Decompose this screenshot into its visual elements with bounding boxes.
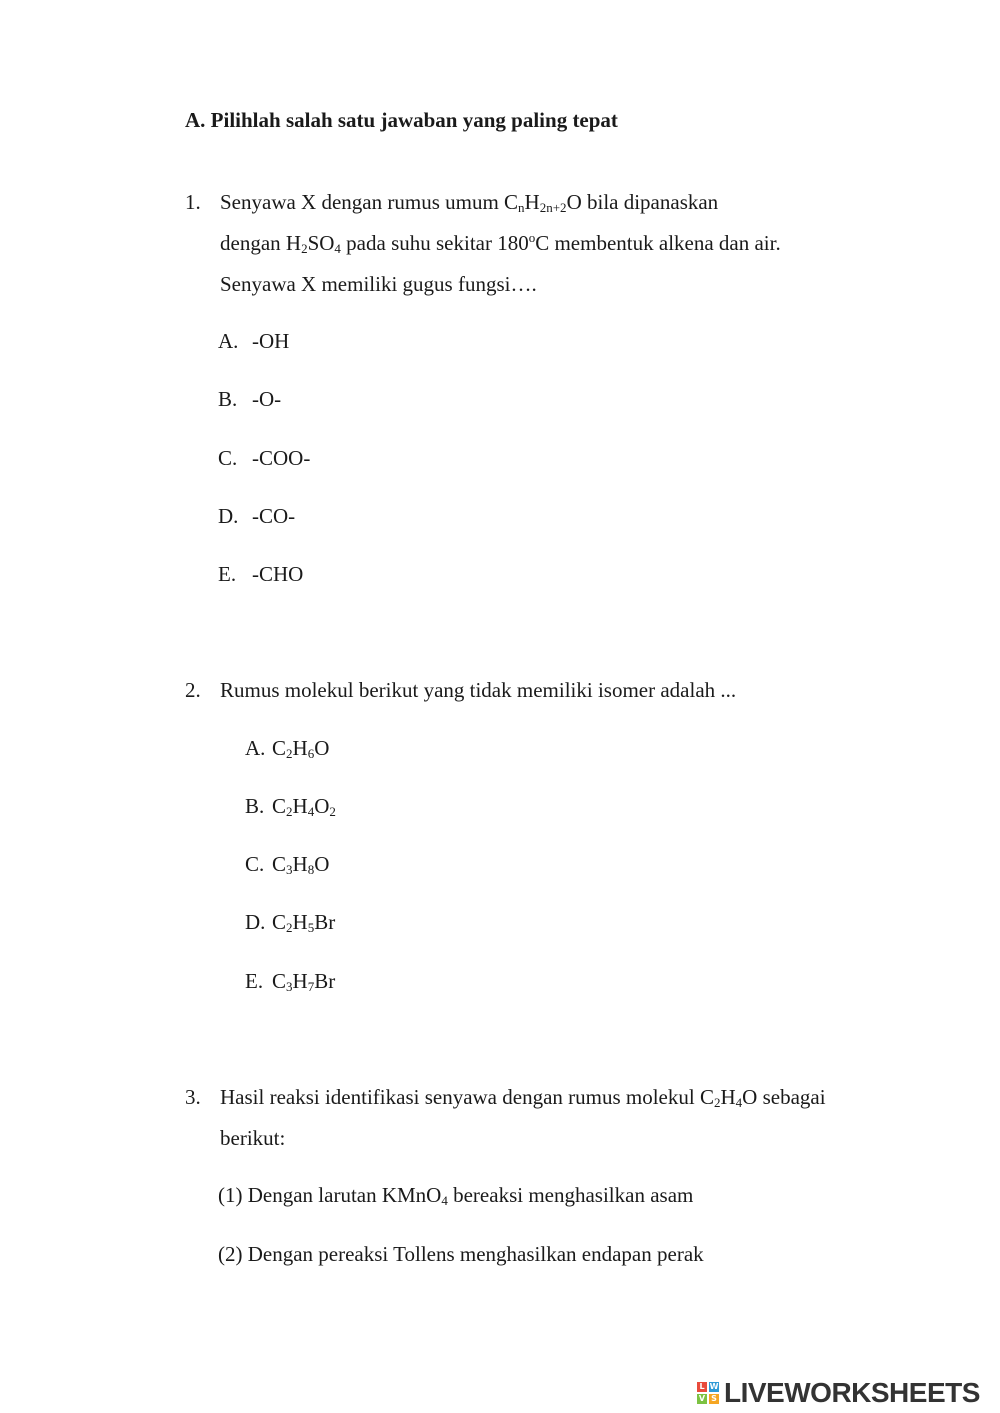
formula-part: C (272, 969, 287, 993)
question-1-line-1 (220, 188, 718, 216)
subscript: n (518, 200, 525, 215)
logo-tile: L (697, 1382, 707, 1392)
section-heading: A. Pilihlah salah satu jawaban yang paling tepat (185, 108, 618, 132)
logo-tile: W (709, 1382, 719, 1391)
text-run: bereaksi menghasilkan asam (447, 1183, 694, 1207)
question-2-line-1: Rumus molekul berikut yang tidak memiliki isomer adalah ... (220, 678, 737, 702)
formula-part: H (292, 910, 308, 934)
text-run: O bila dipanaskan (566, 190, 719, 214)
subscript: 2 (301, 241, 308, 256)
formula-part: Br (314, 969, 336, 993)
option-letter: E. (218, 562, 237, 586)
subscript: 2 (286, 746, 293, 761)
subscript: 3 (286, 862, 293, 877)
logo-tile: S (709, 1394, 719, 1404)
question-1-option-e[interactable] (218, 560, 303, 588)
option-text: -OH (252, 329, 290, 353)
subscript: 5 (307, 920, 315, 935)
formula-part: O (314, 736, 330, 760)
option-letter: C. (245, 852, 265, 876)
option-letter: B. (218, 387, 238, 411)
question-2-option-d[interactable] (245, 908, 335, 936)
text-run: H (524, 190, 540, 214)
question-1-line-2 (220, 229, 781, 257)
option-letter: C. (218, 446, 238, 470)
question-3-number: 3. (185, 1085, 201, 1109)
text-run: Hasil reaksi identifikasi senyawa dengan rumus molekul C (220, 1085, 714, 1109)
question-3-statement-2: (2) Dengan pereaksi Tollens menghasilkan endapan perak (218, 1242, 704, 1266)
question-2-option-b[interactable] (245, 792, 336, 820)
subscript: 3 (286, 979, 293, 994)
question-2-option-a[interactable] (245, 734, 329, 762)
option-letter: A. (218, 329, 239, 353)
formula-part: H (292, 736, 308, 760)
option-text: -CO- (252, 504, 296, 528)
subscript: 7 (307, 979, 315, 994)
text-run: C membentuk alkena dan air. (535, 231, 781, 255)
formula-part: H (292, 969, 308, 993)
subscript: 4 (307, 804, 315, 819)
text-run: (1) Dengan larutan KMnO (218, 1183, 442, 1207)
text-run: SO (307, 231, 335, 255)
formula-part: Br (314, 910, 336, 934)
question-3-statement-1 (218, 1181, 693, 1209)
option-letter: E. (245, 969, 264, 993)
subscript: 4 (334, 241, 341, 256)
option-text: -O- (252, 387, 282, 411)
logo-mark-icon (697, 1382, 719, 1404)
subscript: 2 (286, 920, 293, 935)
formula-part: C (272, 794, 287, 818)
superscript: o (528, 230, 536, 245)
logo-text: LIVEWORKSHEETS (724, 1377, 980, 1408)
formula-part: H (292, 852, 308, 876)
option-letter: D. (218, 504, 239, 528)
question-2-option-e[interactable] (245, 967, 335, 995)
question-1-option-d[interactable] (218, 502, 295, 530)
subscript: 8 (307, 862, 315, 877)
formula-part: O (314, 852, 330, 876)
subscript: 2 (286, 804, 293, 819)
question-3-line-1 (220, 1083, 826, 1111)
option-letter: A. (245, 736, 266, 760)
subscript: 4 (441, 1193, 448, 1208)
question-2-number: 2. (185, 678, 201, 702)
question-3-line-2: berikut: (220, 1126, 286, 1150)
text-run: Senyawa X dengan rumus umum C (220, 190, 519, 214)
formula-part: C (272, 852, 287, 876)
formula-part: C (272, 910, 287, 934)
logo-tile: V (698, 1394, 706, 1403)
liveworksheets-logo[interactable] (697, 1378, 980, 1408)
question-1-number: 1. (185, 190, 201, 214)
option-text: -COO- (252, 446, 311, 470)
subscript: 2 (713, 1095, 721, 1110)
text-run: H (720, 1085, 736, 1109)
question-1-option-a[interactable] (218, 327, 289, 355)
option-text: -CHO (252, 562, 304, 586)
text-run: O sebagai (742, 1085, 826, 1109)
subscript: 2n+2 (539, 200, 567, 215)
question-2-option-c[interactable] (245, 850, 329, 878)
formula-part: H (292, 794, 308, 818)
option-letter: D. (245, 910, 266, 934)
option-letter: B. (245, 794, 265, 818)
formula-part: C (272, 736, 287, 760)
subscript: 2 (329, 804, 336, 819)
question-1-line-3: Senyawa X memiliki gugus fungsi…. (220, 272, 537, 296)
question-1-option-c[interactable] (218, 444, 310, 472)
text-run: pada suhu sekitar 180 (340, 231, 529, 255)
text-run: dengan H (220, 231, 302, 255)
formula-part: O (314, 794, 330, 818)
subscript: 4 (735, 1095, 743, 1110)
subscript: 6 (307, 746, 315, 761)
question-1-option-b[interactable] (218, 385, 281, 413)
